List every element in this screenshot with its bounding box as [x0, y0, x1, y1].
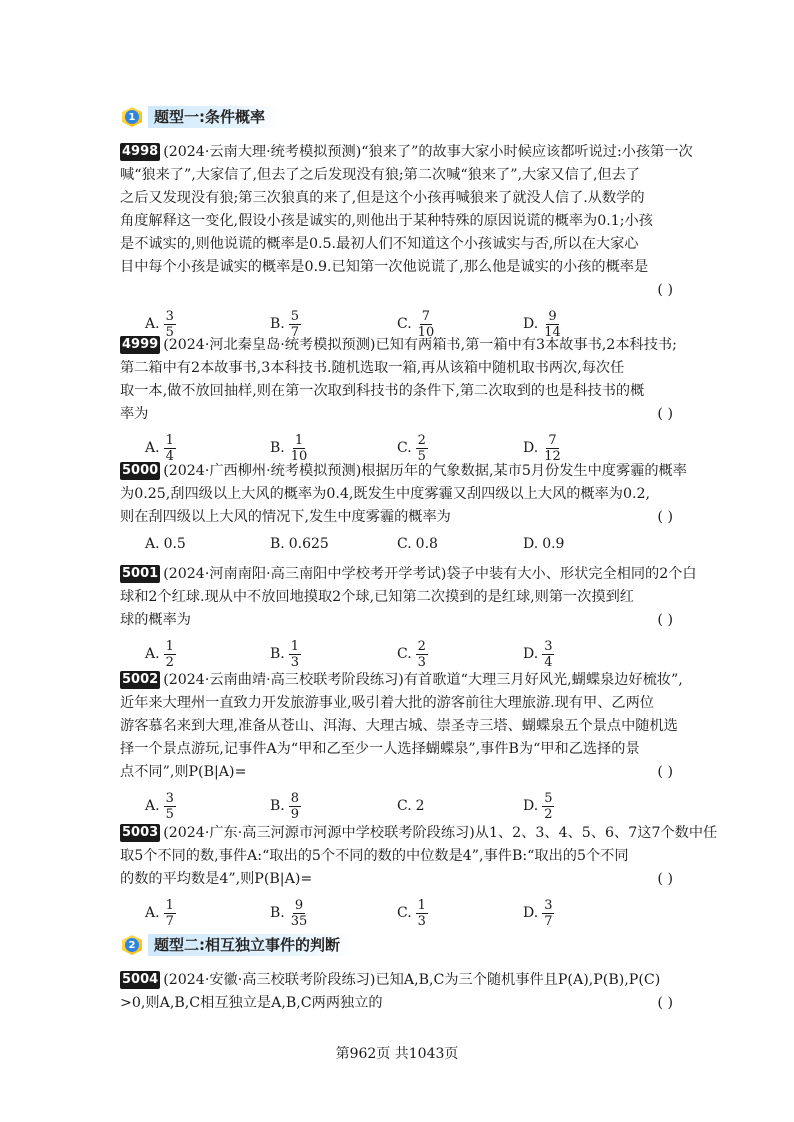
options-row: [120, 634, 675, 674]
problem-text-line: >0,则A,B,C相互独立是A,B,C两两独立的: [120, 995, 383, 1011]
option-d[interactable]: D. $\frac{9}{14}$: [523, 308, 561, 340]
option-b[interactable]: B. $\frac{1}{3}$: [270, 638, 300, 670]
option-b[interactable]: B. $\frac{9}{35}$: [270, 897, 308, 929]
option-b[interactable]: B. 0.625: [270, 536, 329, 552]
section-number-badge: 2: [120, 934, 146, 956]
problem-text-line: 为0.25,刮四级以上大风的概率为0.4,既发生中度雾霾又刮四级以上大风的概率为0.2,: [120, 486, 651, 502]
option-b[interactable]: B. $\frac{8}{9}$: [270, 790, 300, 822]
option-c[interactable]: C. 0.8: [397, 536, 438, 552]
problem-text-line: 取一本,做不放回抽样,则在第一次取到科技书的条件下,第二次取到的也是科技书的概: [120, 383, 645, 399]
option-a[interactable]: A. $\frac{1}{4}$: [145, 432, 174, 464]
problem-4999: [120, 334, 675, 468]
problem-id: 5002: [122, 672, 159, 687]
option-b[interactable]: B. $\frac{5}{7}$: [270, 308, 300, 340]
section-header-1: [120, 106, 279, 128]
answer-bracket: ( ): [657, 764, 673, 780]
options-row: [120, 893, 675, 933]
option-a[interactable]: A. $\frac{1}{7}$: [145, 897, 174, 929]
problem-5002: [120, 669, 683, 826]
option-a[interactable]: A. 0.5: [145, 536, 186, 552]
answer-bracket: ( ): [657, 995, 673, 1011]
problem-text-line: 之后又发现没有狼;第三次狼真的来了,但是这个小孩再喊狼来了就没人信了.从数学的: [120, 190, 645, 206]
options-row: [120, 786, 675, 826]
problem-id: 4998: [122, 144, 159, 159]
problem-text-line: 的数的平均数是4”,则P(B|A)=: [120, 871, 313, 887]
section-title: 题型二:相互独立事件的判断: [148, 934, 354, 956]
option-d[interactable]: D. $\frac{5}{2}$: [523, 790, 553, 822]
problem-text-line: 率为: [120, 406, 149, 422]
problem-text-line: 第二箱中有2本故事书,3本科技书.随机选取一箱,再从该箱中随机取书两次,每次任: [120, 360, 625, 376]
problem-text-line: 取5个不同的数,事件A:“取出的5个不同的数的中位数是4”,事件B:“取出的5个不同: [120, 848, 629, 864]
answer-bracket: ( ): [657, 612, 673, 628]
problem-text-line: 球的概率为: [120, 612, 191, 628]
option-c[interactable]: C. 2: [397, 798, 425, 814]
problem-id: 5003: [122, 825, 159, 840]
problem-text-line: (2024·云南大理·统考模拟预测)“狼来了”的故事大家小时候应该都听说过:小孩第一次: [163, 144, 693, 160]
option-d[interactable]: D. 0.9: [523, 536, 565, 552]
problem-text-line: (2024·河南南阳·高三南阳中学校考开学考试)袋子中装有大小、形状完全相同的2个白: [163, 566, 697, 582]
problem-text-line: 近年来大理州一直致力开发旅游事业,吸引着大批的游客前往大理旅游.现有甲、乙两位: [120, 695, 654, 711]
option-c[interactable]: C. $\frac{2}{3}$: [397, 638, 426, 670]
problem-text-line: (2024·云南曲靖·高三校联考阶段练习)有首歌道“大理三月好风光,蝴蝶泉边好梳妆”,: [163, 672, 683, 688]
problem-text-line: 点不同”,则P(B|A)=: [120, 764, 247, 780]
option-b[interactable]: B. $\frac{1}{10}$: [270, 432, 308, 464]
problem-text-line: 游客慕名来到大理,准备从苍山、洱海、大理古城、崇圣寺三塔、蝴蝶泉五个景点中随机选: [120, 718, 678, 734]
option-a[interactable]: A. $\frac{3}{5}$: [145, 790, 174, 822]
options-row: [120, 531, 675, 557]
option-d[interactable]: D. $\frac{3}{7}$: [523, 897, 553, 929]
problem-id: 5001: [122, 566, 159, 581]
option-c[interactable]: C. $\frac{2}{5}$: [397, 432, 426, 464]
section-title: 题型一:条件概率: [148, 106, 279, 128]
problem-5004: [120, 969, 675, 1015]
problem-text-line: 择一个景点游玩,记事件A为“甲和乙至少一人选择蝴蝶泉”,事件B为“甲和乙选择的景: [120, 741, 640, 757]
problem-5000: [120, 460, 687, 557]
option-a[interactable]: A. $\frac{1}{2}$: [145, 638, 174, 670]
problem-4998: [120, 141, 693, 344]
problem-text-line: (2024·广西柳州·统考模拟预测)根据历年的气象数据,某市5月份发生中度雾霾的概率: [163, 463, 687, 479]
section-header-2: [120, 934, 354, 956]
answer-bracket: ( ): [657, 509, 673, 525]
option-d[interactable]: D. $\frac{3}{4}$: [523, 638, 553, 670]
problem-text-line: 是不诚实的,则他说谎的概率是0.5.最初人们不知道这个小孩诚实与否,所以在大家心: [120, 236, 639, 252]
answer-bracket: ( ): [657, 871, 673, 887]
problem-text-line: 角度解释这一变化,假设小孩是诚实的,则他出于某种特殊的原因说谎的概率为0.1;小孩: [120, 213, 653, 229]
option-c[interactable]: C. $\frac{7}{10}$: [397, 308, 435, 340]
problem-text-line: (2024·安徽·高三校联考阶段练习)已知A,B,C为三个随机事件且P(A),P(B),P(C): [163, 972, 661, 988]
problem-id: 5004: [122, 972, 159, 987]
problem-5003: [120, 822, 718, 933]
option-c[interactable]: C. $\frac{1}{3}$: [397, 897, 426, 929]
option-a[interactable]: A. $\frac{3}{5}$: [145, 308, 174, 340]
problem-text-line: 球和2个红球.现从中不放回地摸取2个球,已知第二次摸到的是红球,则第一次摸到红: [120, 589, 634, 605]
problem-5001: [120, 563, 697, 674]
answer-bracket: ( ): [657, 282, 673, 298]
page-footer: 第962页 共1043页: [335, 1046, 459, 1062]
option-d[interactable]: D. $\frac{7}{12}$: [523, 432, 561, 464]
answer-bracket: ( ): [657, 406, 673, 422]
problem-text-line: (2024·广东·高三河源市河源中学校联考阶段练习)从1、2、3、4、5、6、7这7个数中任: [163, 825, 718, 841]
problem-id: 4999: [122, 337, 159, 352]
problem-text-line: 喊“狼来了”,大家信了,但去了之后发现没有狼;第二次喊“狼来了”,大家又信了,但去了: [120, 167, 641, 183]
problem-id: 5000: [122, 463, 159, 478]
problem-text-line: (2024·河北秦皇岛·统考模拟预测)已知有两箱书,第一箱中有3本故事书,2本科技书;: [163, 337, 677, 353]
problem-text-line: 目中每个小孩是诚实的概率是0.9.已知第一次他说谎了,那么他是诚实的小孩的概率是: [120, 259, 649, 275]
problem-text-line: 则在刮四级以上大风的情况下,发生中度雾霾的概率为: [120, 509, 451, 525]
section-number-badge: 1: [120, 106, 146, 128]
